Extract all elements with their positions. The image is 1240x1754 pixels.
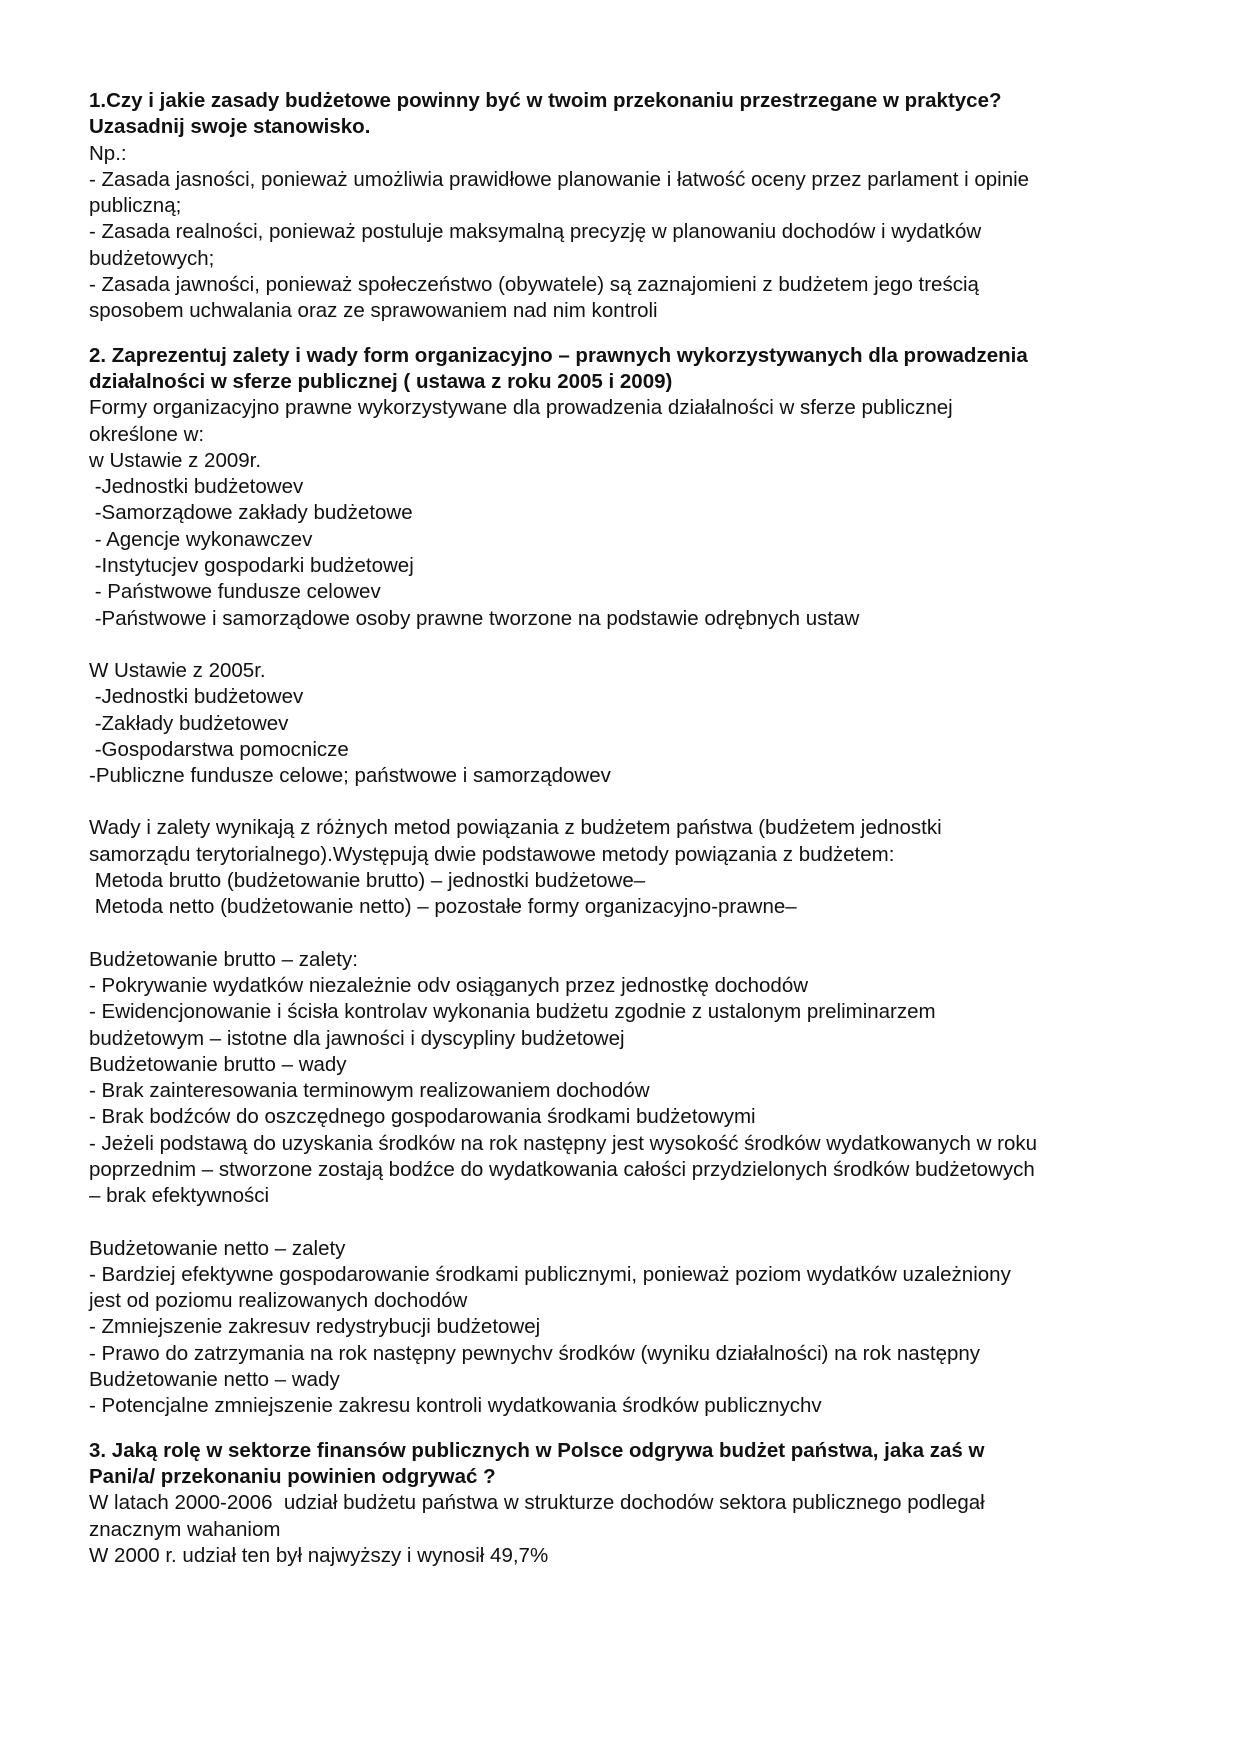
methods-paragraph (89, 815, 1169, 920)
netto-section (89, 1236, 1169, 1420)
list-item: -Jednostki budżetowev (89, 685, 304, 709)
question-2-title-line: 2. Zaprezentuj zalety i wady form organizacyjno – prawnych wykorzystywanych dla prowadzenia (89, 343, 1028, 367)
brutto-line: - Ewidencjonowanie i ścisła kontrolav wykonania budżetu zgodnie z ustalonym preliminarzem (89, 1000, 936, 1024)
brutto-line: - Pokrywanie wydatków niezależnie odv osiąganych przez jednostkę dochodów (89, 973, 809, 997)
list-item: -Instytucjev gospodarki budżetowej (89, 554, 414, 578)
brutto-line: poprzednim – stworzone zostają bodźce do wydatkowania całości przydzielonych środków budżetowych (89, 1157, 1035, 1181)
netto-line: - Bardziej efektywne gospodarowanie środkami publicznymi, ponieważ poziom wydatków uzależniony (89, 1262, 1011, 1286)
brutto-section (89, 947, 1169, 1210)
brutto-line: - Brak bodźców do oszczędnego gospodarowania środkami budżetowymi (89, 1105, 756, 1129)
question-2-title-line: działalności w sferze publicznej ( ustawa z roku 2005 i 2009) (89, 369, 673, 393)
brutto-line: – brak efektywności (89, 1184, 270, 1208)
question-1-body-line: - Zasada jawności, ponieważ społeczeństwo (obywatele) są zaznajomieni z budżetem jego treścią (89, 273, 979, 297)
question-3-section (89, 1438, 1169, 1569)
question-1-body-line: - Zasada jasności, ponieważ umożliwia prawidłowe planowanie i łatwość oceny przez parlament i opinie (89, 167, 1030, 191)
question-1-body-line: sposobem uchwalania oraz ze sprawowaniem nad nim kontroli (89, 299, 658, 323)
netto-line: - Potencjalne zmniejszenie zakresu kontroli wydatkowania środków publicznychv (89, 1394, 822, 1418)
list-item: -Jednostki budżetowev (89, 475, 304, 499)
brutto-line: budżetowym – istotne dla jawności i dyscypliny budżetowej (89, 1026, 625, 1050)
methods-line: Metoda netto (budżetowanie netto) – pozostałe formy organizacyjno-prawne– (89, 895, 797, 919)
spacer (89, 1210, 1169, 1236)
list-item: -Gospodarstwa pomocnicze (89, 737, 349, 761)
list-2005 (89, 684, 1169, 789)
list-item: -Zakłady budżetowev (89, 711, 289, 735)
list-item: - Agencje wykonawczev (89, 527, 313, 551)
netto-line: Budżetowanie netto – wady (89, 1368, 340, 1392)
question-1-title-line: Uzasadnij swoje stanowisko. (89, 115, 371, 139)
spacer (89, 1420, 1169, 1438)
document-content (89, 88, 1169, 1569)
question-1-body-line: - Zasada realności, ponieważ postuluje maksymalną precyzję w planowaniu dochodów i wydatków (89, 220, 982, 244)
spacer (89, 789, 1169, 815)
question-3-body-line: W 2000 r. udział ten był najwyższy i wynosił 49,7% (89, 1543, 549, 1567)
question-1-title-line: 1.Czy i jakie zasady budżetowe powinny być w twoim przekonaniu przestrzegane w praktyce? (89, 89, 1002, 112)
methods-line: Wady i zalety wynikają z różnych metod powiązania z budżetem państwa (budżetem jednostki (89, 816, 942, 840)
brutto-line: - Jeżeli podstawą do uzyskania środków na rok następny jest wysokość środków wydatkowanych w roku (89, 1131, 1037, 1155)
methods-line: Metoda brutto (budżetowanie brutto) – jednostki budżetowe– (89, 869, 646, 893)
question-1-section (89, 88, 1169, 325)
spacer (89, 325, 1169, 343)
question-2-intro-line: w Ustawie z 2009r. (89, 448, 262, 472)
netto-line: - Zmniejszenie zakresuv redystrybucji budżetowej (89, 1315, 541, 1339)
spacer (89, 921, 1169, 947)
question-2-intro-line: określone w: (89, 422, 205, 446)
list-item: - Państwowe fundusze celowev (89, 580, 381, 604)
question-1-body-line: publiczną; (89, 194, 182, 218)
brutto-line: Budżetowanie brutto – zalety: (89, 947, 358, 971)
netto-line: jest od poziomu realizowanych dochodów (89, 1289, 468, 1313)
list-item: -Samorządowe zakłady budżetowe (89, 501, 413, 525)
list-2009 (89, 474, 1169, 632)
question-3-title-line: Pani/a/ przekonaniu powinien odgrywać ? (89, 1464, 496, 1488)
brutto-line: Budżetowanie brutto – wady (89, 1052, 347, 1076)
list-item: -Państwowe i samorządowe osoby prawne tworzone na podstawie odrębnych ustaw (89, 606, 860, 630)
question-3-title-line: 3. Jaką rolę w sektorze finansów publicznych w Polsce odgrywa budżet państwa, jaka zaś w (89, 1438, 985, 1462)
question-3-body-line: znacznym wahaniom (89, 1517, 281, 1541)
question-2-intro-line: Formy organizacyjno prawne wykorzystywane dla prowadzenia działalności w sferze publicznej (89, 396, 953, 420)
list-item: -Publiczne fundusze celowe; państwowe i samorządowev (89, 764, 611, 788)
brutto-line: - Brak zainteresowania terminowym realizowaniem dochodów (89, 1079, 650, 1103)
netto-line: - Prawo do zatrzymania na rok następny pewnychv środków (wyniku działalności) na rok następny (89, 1341, 981, 1365)
methods-line: samorządu terytorialnego).Występują dwie podstawowe metody powiązania z budżetem: (89, 842, 895, 866)
question-2-section (89, 343, 1169, 1420)
netto-line: Budżetowanie netto – zalety (89, 1236, 346, 1260)
heading-2005: W Ustawie z 2005r. (89, 658, 266, 682)
question-1-body-line: Np.: (89, 141, 127, 165)
question-3-body-line: W latach 2000-2006 udział budżetu państwa w strukturze dochodów sektora publicznego podlegał (89, 1491, 985, 1515)
spacer (89, 632, 1169, 658)
question-1-body-line: budżetowych; (89, 246, 215, 270)
